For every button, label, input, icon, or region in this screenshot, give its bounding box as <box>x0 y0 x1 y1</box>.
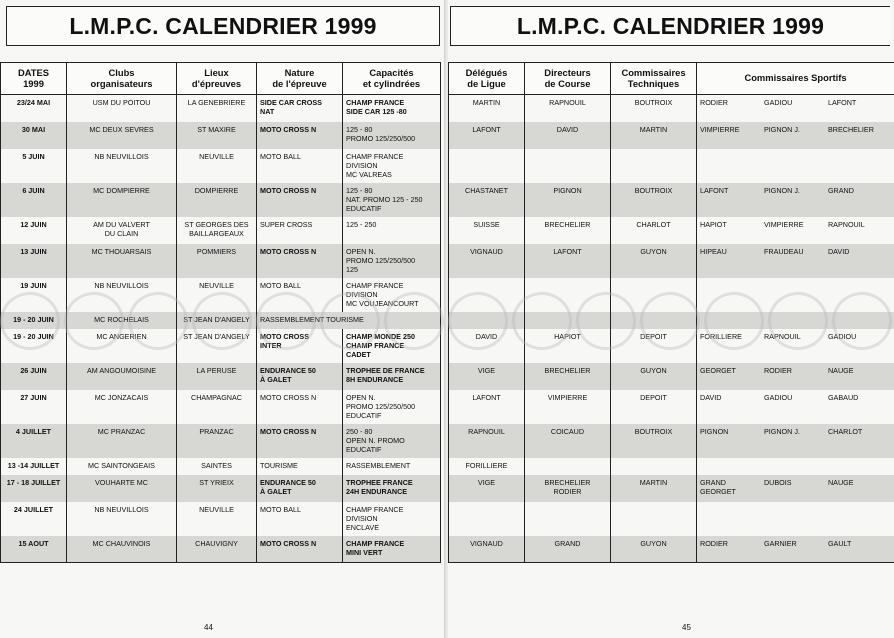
sporting-commissioners-cell <box>697 183 894 217</box>
sporting-commissioners-list <box>700 393 891 402</box>
sporting-commissioners-list <box>700 186 891 195</box>
right-column-header: Commissaires Techniques <box>611 63 697 95</box>
club-cell: MC SAINTONGEAIS <box>67 458 177 475</box>
technical-commissioner-cell: BOUTROIX <box>611 183 697 217</box>
table-row <box>449 475 894 502</box>
technical-commissioner-cell: DEPOIT <box>611 329 697 363</box>
race-director-cell: BRECHELIER RODIER <box>525 475 611 502</box>
sporting-commissioners-list <box>700 332 891 341</box>
left-page-title: L.M.P.C. CALENDRIER 1999 <box>6 6 440 46</box>
venue-cell: DOMPIERRE <box>177 183 257 217</box>
table-row <box>449 312 894 329</box>
sporting-commissioners-cell <box>697 95 894 122</box>
left-column-header: Clubs organisateurs <box>67 63 177 95</box>
technical-commissioner-cell: BOUTROIX <box>611 95 697 122</box>
date-cell: 19 - 20 JUIN <box>1 312 67 329</box>
table-row <box>1 329 441 363</box>
sporting-commissioners-list <box>700 366 891 375</box>
race-director-cell: DAVID <box>525 122 611 149</box>
sporting-commissioners-cell <box>697 424 894 458</box>
race-director-cell <box>525 149 611 183</box>
delegate-cell: VIGE <box>449 475 525 502</box>
table-row <box>449 363 894 390</box>
race-director-cell: COICAUD <box>525 424 611 458</box>
sporting-commissioner: DAVID <box>827 246 850 256</box>
venue-cell: ST MAXIRE <box>177 122 257 149</box>
table-row <box>449 278 894 312</box>
sporting-commissioners-list <box>700 247 891 256</box>
technical-commissioner-cell: BOUTROIX <box>611 424 697 458</box>
nature-cell: ENDURANCE 50 À GALET <box>257 475 343 502</box>
sporting-commissioner: RODIER <box>763 365 792 375</box>
left-column-header: Lieux d'épreuves <box>177 63 257 95</box>
date-cell: 24 JUILLET <box>1 502 67 536</box>
sporting-commissioners-cell <box>697 217 894 244</box>
venue-cell: PRANZAC <box>177 424 257 458</box>
nature-cell: SIDE CAR CROSS NAT <box>257 95 343 122</box>
sporting-commissioner: PIGNON <box>700 426 729 436</box>
date-cell: 13 -14 JUILLET <box>1 458 67 475</box>
venue-cell: LA PERUSE <box>177 363 257 390</box>
sporting-commissioner: VIMPIERRE <box>700 124 740 134</box>
left-column-header: DATES 1999 <box>1 63 67 95</box>
sporting-commissioners-cell <box>697 122 894 149</box>
capacity-cell: TROPHEE DE FRANCE 8H ENDURANCE <box>343 363 441 390</box>
capacity-cell: 125 - 80 NAT. PROMO 125 - 250 EDUCATIF <box>343 183 441 217</box>
table-row <box>1 183 441 217</box>
sporting-commissioner: LAFONT <box>700 185 729 195</box>
sporting-commissioner: HIPEAU <box>700 246 727 256</box>
race-director-cell: VIMPIERRE <box>525 390 611 424</box>
delegate-cell: SUISSE <box>449 217 525 244</box>
sporting-commissioners-cell <box>697 312 894 329</box>
table-row <box>449 217 894 244</box>
sporting-commissioner: DUBOIS <box>763 477 792 487</box>
delegate-cell: LAFONT <box>449 122 525 149</box>
sporting-commissioners-cell <box>697 536 894 563</box>
capacity-cell: CHAMP FRANCE DIVISION MC VOUJEANCOURT <box>343 278 441 312</box>
club-cell: MC ANGERIEN <box>67 329 177 363</box>
sporting-commissioner: FRAUDEAU <box>763 246 804 256</box>
sporting-commissioner: PIGNON J. <box>763 426 800 436</box>
sporting-commissioner: GADIOU <box>763 392 793 402</box>
table-row <box>449 536 894 563</box>
sporting-commissioners-list <box>700 478 891 496</box>
technical-commissioner-cell <box>611 149 697 183</box>
capacity-cell: 125 - 250 <box>343 217 441 244</box>
table-row <box>1 502 441 536</box>
date-cell: 13 JUIN <box>1 244 67 278</box>
capacity-cell: CHAMP FRANCE DIVISION MC VALREAS <box>343 149 441 183</box>
venue-cell: NEUVILLE <box>177 502 257 536</box>
club-cell: AM DU VALVERT DU CLAIN <box>67 217 177 244</box>
club-cell: MC JONZACAIS <box>67 390 177 424</box>
right-page-number: 45 <box>682 623 691 632</box>
race-director-cell <box>525 312 611 329</box>
venue-cell: LA GENEBRIERE <box>177 95 257 122</box>
sporting-commissioner: GEORGET <box>700 365 736 375</box>
capacity-cell: CHAMP MONDE 250 CHAMP FRANCE CADET <box>343 329 441 363</box>
race-director-cell <box>525 458 611 475</box>
delegate-cell <box>449 502 525 536</box>
left-column-header: Capacités et cylindrées <box>343 63 441 95</box>
delegate-cell: DAVID <box>449 329 525 363</box>
sporting-commissioner: NAUGE <box>827 477 854 487</box>
technical-commissioner-cell <box>611 278 697 312</box>
sporting-commissioners-list <box>700 539 891 548</box>
nature-cell: TOURISME <box>257 458 343 475</box>
right-header-row <box>449 63 894 95</box>
sporting-commissioners-cell <box>697 390 894 424</box>
sporting-commissioners-cell <box>697 502 894 536</box>
capacity-cell: CHAMP FRANCE DIVISION ENCLAVE <box>343 502 441 536</box>
right-table-body <box>449 95 894 563</box>
table-row <box>1 244 441 278</box>
date-cell: 27 JUIN <box>1 390 67 424</box>
sporting-commissioner: GADIOU <box>763 98 793 107</box>
technical-commissioner-cell: GUYON <box>611 244 697 278</box>
table-row <box>449 458 894 475</box>
race-director-cell: BRECHELIER <box>525 217 611 244</box>
race-director-cell <box>525 502 611 536</box>
nature-cell: MOTO CROSS N <box>257 536 343 563</box>
sporting-commissioner: FORILLIERE <box>700 331 742 341</box>
sporting-commissioner: GRAND <box>827 185 854 195</box>
nature-cell: MOTO BALL <box>257 278 343 312</box>
nature-cell: MOTO CROSS N <box>257 183 343 217</box>
sporting-commissioner: RAPNOUIL <box>827 219 865 229</box>
nature-cell: MOTO BALL <box>257 149 343 183</box>
sporting-commissioner: DAVID <box>700 392 722 402</box>
technical-commissioner-cell <box>611 502 697 536</box>
date-cell: 23/24 MAI <box>1 95 67 122</box>
club-cell: MC DOMPIERRE <box>67 183 177 217</box>
club-cell: NB NEUVILLOIS <box>67 502 177 536</box>
sporting-commissioner: PIGNON J. <box>763 185 800 195</box>
date-cell: 17 - 18 JUILLET <box>1 475 67 502</box>
nature-cell: SUPER CROSS <box>257 217 343 244</box>
table-row <box>1 475 441 502</box>
delegate-cell <box>449 312 525 329</box>
sporting-commissioners-cell <box>697 363 894 390</box>
nature-cell: MOTO CROSS N <box>257 390 343 424</box>
table-row <box>1 424 441 458</box>
sporting-commissioner: PIGNON J. <box>763 124 800 134</box>
table-row <box>449 95 894 122</box>
sporting-commissioner: GADIOU <box>827 331 857 341</box>
table-row <box>449 122 894 149</box>
table-row <box>449 390 894 424</box>
sporting-commissioner: RODIER <box>700 538 728 548</box>
race-director-cell: PIGNON <box>525 183 611 217</box>
sporting-commissioners-cell <box>697 244 894 278</box>
right-calendar-table <box>448 62 894 563</box>
table-row <box>449 424 894 458</box>
club-cell: MC DEUX SEVRES <box>67 122 177 149</box>
delegate-cell: VIGNAUD <box>449 536 525 563</box>
club-cell: AM ANGOUMOISINE <box>67 363 177 390</box>
table-row <box>1 122 441 149</box>
table-row <box>1 278 441 312</box>
club-cell: USM DU POITOU <box>67 95 177 122</box>
nature-cell: RASSEMBLEMENT TOURISME <box>257 312 441 329</box>
club-cell: NB NEUVILLOIS <box>67 149 177 183</box>
venue-cell: NEUVILLE <box>177 278 257 312</box>
sporting-commissioners-list <box>700 125 891 134</box>
right-column-header: Directeurs de Course <box>525 63 611 95</box>
table-row <box>449 244 894 278</box>
sporting-commissioner: GRAND GEORGET <box>700 477 736 496</box>
club-cell: VOUHARTE MC <box>67 475 177 502</box>
sporting-commissioner: GAULT <box>827 538 852 548</box>
sporting-commissioner: GARNIER <box>763 538 797 548</box>
venue-cell: NEUVILLE <box>177 149 257 183</box>
table-row <box>449 329 894 363</box>
technical-commissioner-cell: GUYON <box>611 536 697 563</box>
date-cell: 5 JUIN <box>1 149 67 183</box>
club-cell: MC THOUARSAIS <box>67 244 177 278</box>
date-cell: 6 JUIN <box>1 183 67 217</box>
table-row <box>1 312 441 329</box>
date-cell: 12 JUIN <box>1 217 67 244</box>
venue-cell: CHAMPAGNAC <box>177 390 257 424</box>
left-column-header: Nature de l'épreuve <box>257 63 343 95</box>
capacity-cell: OPEN N. PROMO 125/250/500 EDUCATIF <box>343 390 441 424</box>
capacity-cell: 250 - 80 OPEN N. PROMO EDUCATIF <box>343 424 441 458</box>
race-director-cell: GRAND <box>525 536 611 563</box>
race-director-cell: HAPIOT <box>525 329 611 363</box>
nature-cell: MOTO CROSS N <box>257 424 343 458</box>
club-cell: MC CHAUVINOIS <box>67 536 177 563</box>
date-cell: 19 - 20 JUIN <box>1 329 67 363</box>
technical-commissioner-cell: DEPOIT <box>611 390 697 424</box>
sporting-commissioners-cell <box>697 149 894 183</box>
delegate-cell: VIGE <box>449 363 525 390</box>
capacity-cell: CHAMP FRANCE MINI VERT <box>343 536 441 563</box>
venue-cell: ST YRIEIX <box>177 475 257 502</box>
table-row <box>1 95 441 122</box>
delegate-cell: CHASTANET <box>449 183 525 217</box>
technical-commissioner-cell: MARTIN <box>611 122 697 149</box>
delegate-cell: FORILLIERE <box>449 458 525 475</box>
race-director-cell <box>525 278 611 312</box>
sporting-commissioners-list <box>700 220 891 229</box>
capacity-cell: 125 - 80 PROMO 125/250/500 <box>343 122 441 149</box>
venue-cell: ST JEAN D'ANGELY <box>177 329 257 363</box>
sporting-commissioner: BRECHELIER <box>827 124 874 134</box>
table-row <box>1 363 441 390</box>
venue-cell: ST GEORGES DES BAILLARGEAUX <box>177 217 257 244</box>
capacity-cell: TROPHEE FRANCE 24H ENDURANCE <box>343 475 441 502</box>
sporting-commissioner: NAUGE <box>827 365 854 375</box>
table-row <box>449 149 894 183</box>
venue-cell: POMMIERS <box>177 244 257 278</box>
venue-cell: ST JEAN D'ANGELY <box>177 312 257 329</box>
date-cell: 15 AOUT <box>1 536 67 563</box>
sporting-commissioners-list <box>700 98 891 107</box>
sporting-commissioner: GABAUD <box>827 392 859 402</box>
sporting-commissioners-cell <box>697 475 894 502</box>
nature-cell: MOTO CROSS N <box>257 244 343 278</box>
right-column-header: Commissaires Sportifs <box>697 63 894 95</box>
capacity-cell: OPEN N. PROMO 125/250/500 125 <box>343 244 441 278</box>
race-director-cell: BRECHELIER <box>525 363 611 390</box>
technical-commissioner-cell <box>611 458 697 475</box>
left-header-row <box>1 63 441 95</box>
sporting-commissioners-cell <box>697 458 894 475</box>
venue-cell: SAINTES <box>177 458 257 475</box>
technical-commissioner-cell: CHARLOT <box>611 217 697 244</box>
sporting-commissioner: LAFONT <box>827 98 857 107</box>
sporting-commissioner: VIMPIERRE <box>763 219 804 229</box>
delegate-cell: LAFONT <box>449 390 525 424</box>
table-row <box>449 183 894 217</box>
table-row <box>1 390 441 424</box>
nature-cell: MOTO CROSS INTER <box>257 329 343 363</box>
table-row <box>1 458 441 475</box>
date-cell: 4 JUILLET <box>1 424 67 458</box>
club-cell: MC PRANZAC <box>67 424 177 458</box>
right-page-title: L.M.P.C. CALENDRIER 1999 <box>450 6 890 46</box>
technical-commissioner-cell: GUYON <box>611 363 697 390</box>
left-table-body <box>1 95 441 563</box>
sporting-commissioners-cell <box>697 278 894 312</box>
sporting-commissioner: CHARLOT <box>827 426 863 436</box>
date-cell: 30 MAI <box>1 122 67 149</box>
left-calendar-table <box>0 62 441 563</box>
club-cell: NB NEUVILLOIS <box>67 278 177 312</box>
delegate-cell: VIGNAUD <box>449 244 525 278</box>
sporting-commissioner: HAPIOT <box>700 219 727 229</box>
table-row <box>449 502 894 536</box>
nature-cell: ENDURANCE 50 À GALET <box>257 363 343 390</box>
race-director-cell: LAFONT <box>525 244 611 278</box>
left-page <box>0 0 446 638</box>
right-page <box>448 0 894 638</box>
delegate-cell <box>449 149 525 183</box>
sporting-commissioners-list <box>700 427 891 436</box>
delegate-cell: MARTIN <box>449 95 525 122</box>
capacity-cell: RASSEMBLEMENT <box>343 458 441 475</box>
delegate-cell <box>449 278 525 312</box>
club-cell: MC ROCHELAIS <box>67 312 177 329</box>
date-cell: 19 JUIN <box>1 278 67 312</box>
sporting-commissioners-cell <box>697 329 894 363</box>
date-cell: 26 JUIN <box>1 363 67 390</box>
sporting-commissioner: RODIER <box>700 98 728 107</box>
nature-cell: MOTO CROSS N <box>257 122 343 149</box>
technical-commissioner-cell: MARTIN <box>611 475 697 502</box>
sporting-commissioner: RAPNOUIL <box>763 331 801 341</box>
table-row <box>1 536 441 563</box>
table-row <box>1 217 441 244</box>
race-director-cell: RAPNOUIL <box>525 95 611 122</box>
left-page-number: 44 <box>204 623 213 632</box>
venue-cell: CHAUVIGNY <box>177 536 257 563</box>
right-column-header: Délégués de Ligue <box>449 63 525 95</box>
nature-cell: MOTO BALL <box>257 502 343 536</box>
delegate-cell: RAPNOUIL <box>449 424 525 458</box>
technical-commissioner-cell <box>611 312 697 329</box>
table-row <box>1 149 441 183</box>
capacity-cell: CHAMP FRANCE SIDE CAR 125 -80 <box>343 95 441 122</box>
